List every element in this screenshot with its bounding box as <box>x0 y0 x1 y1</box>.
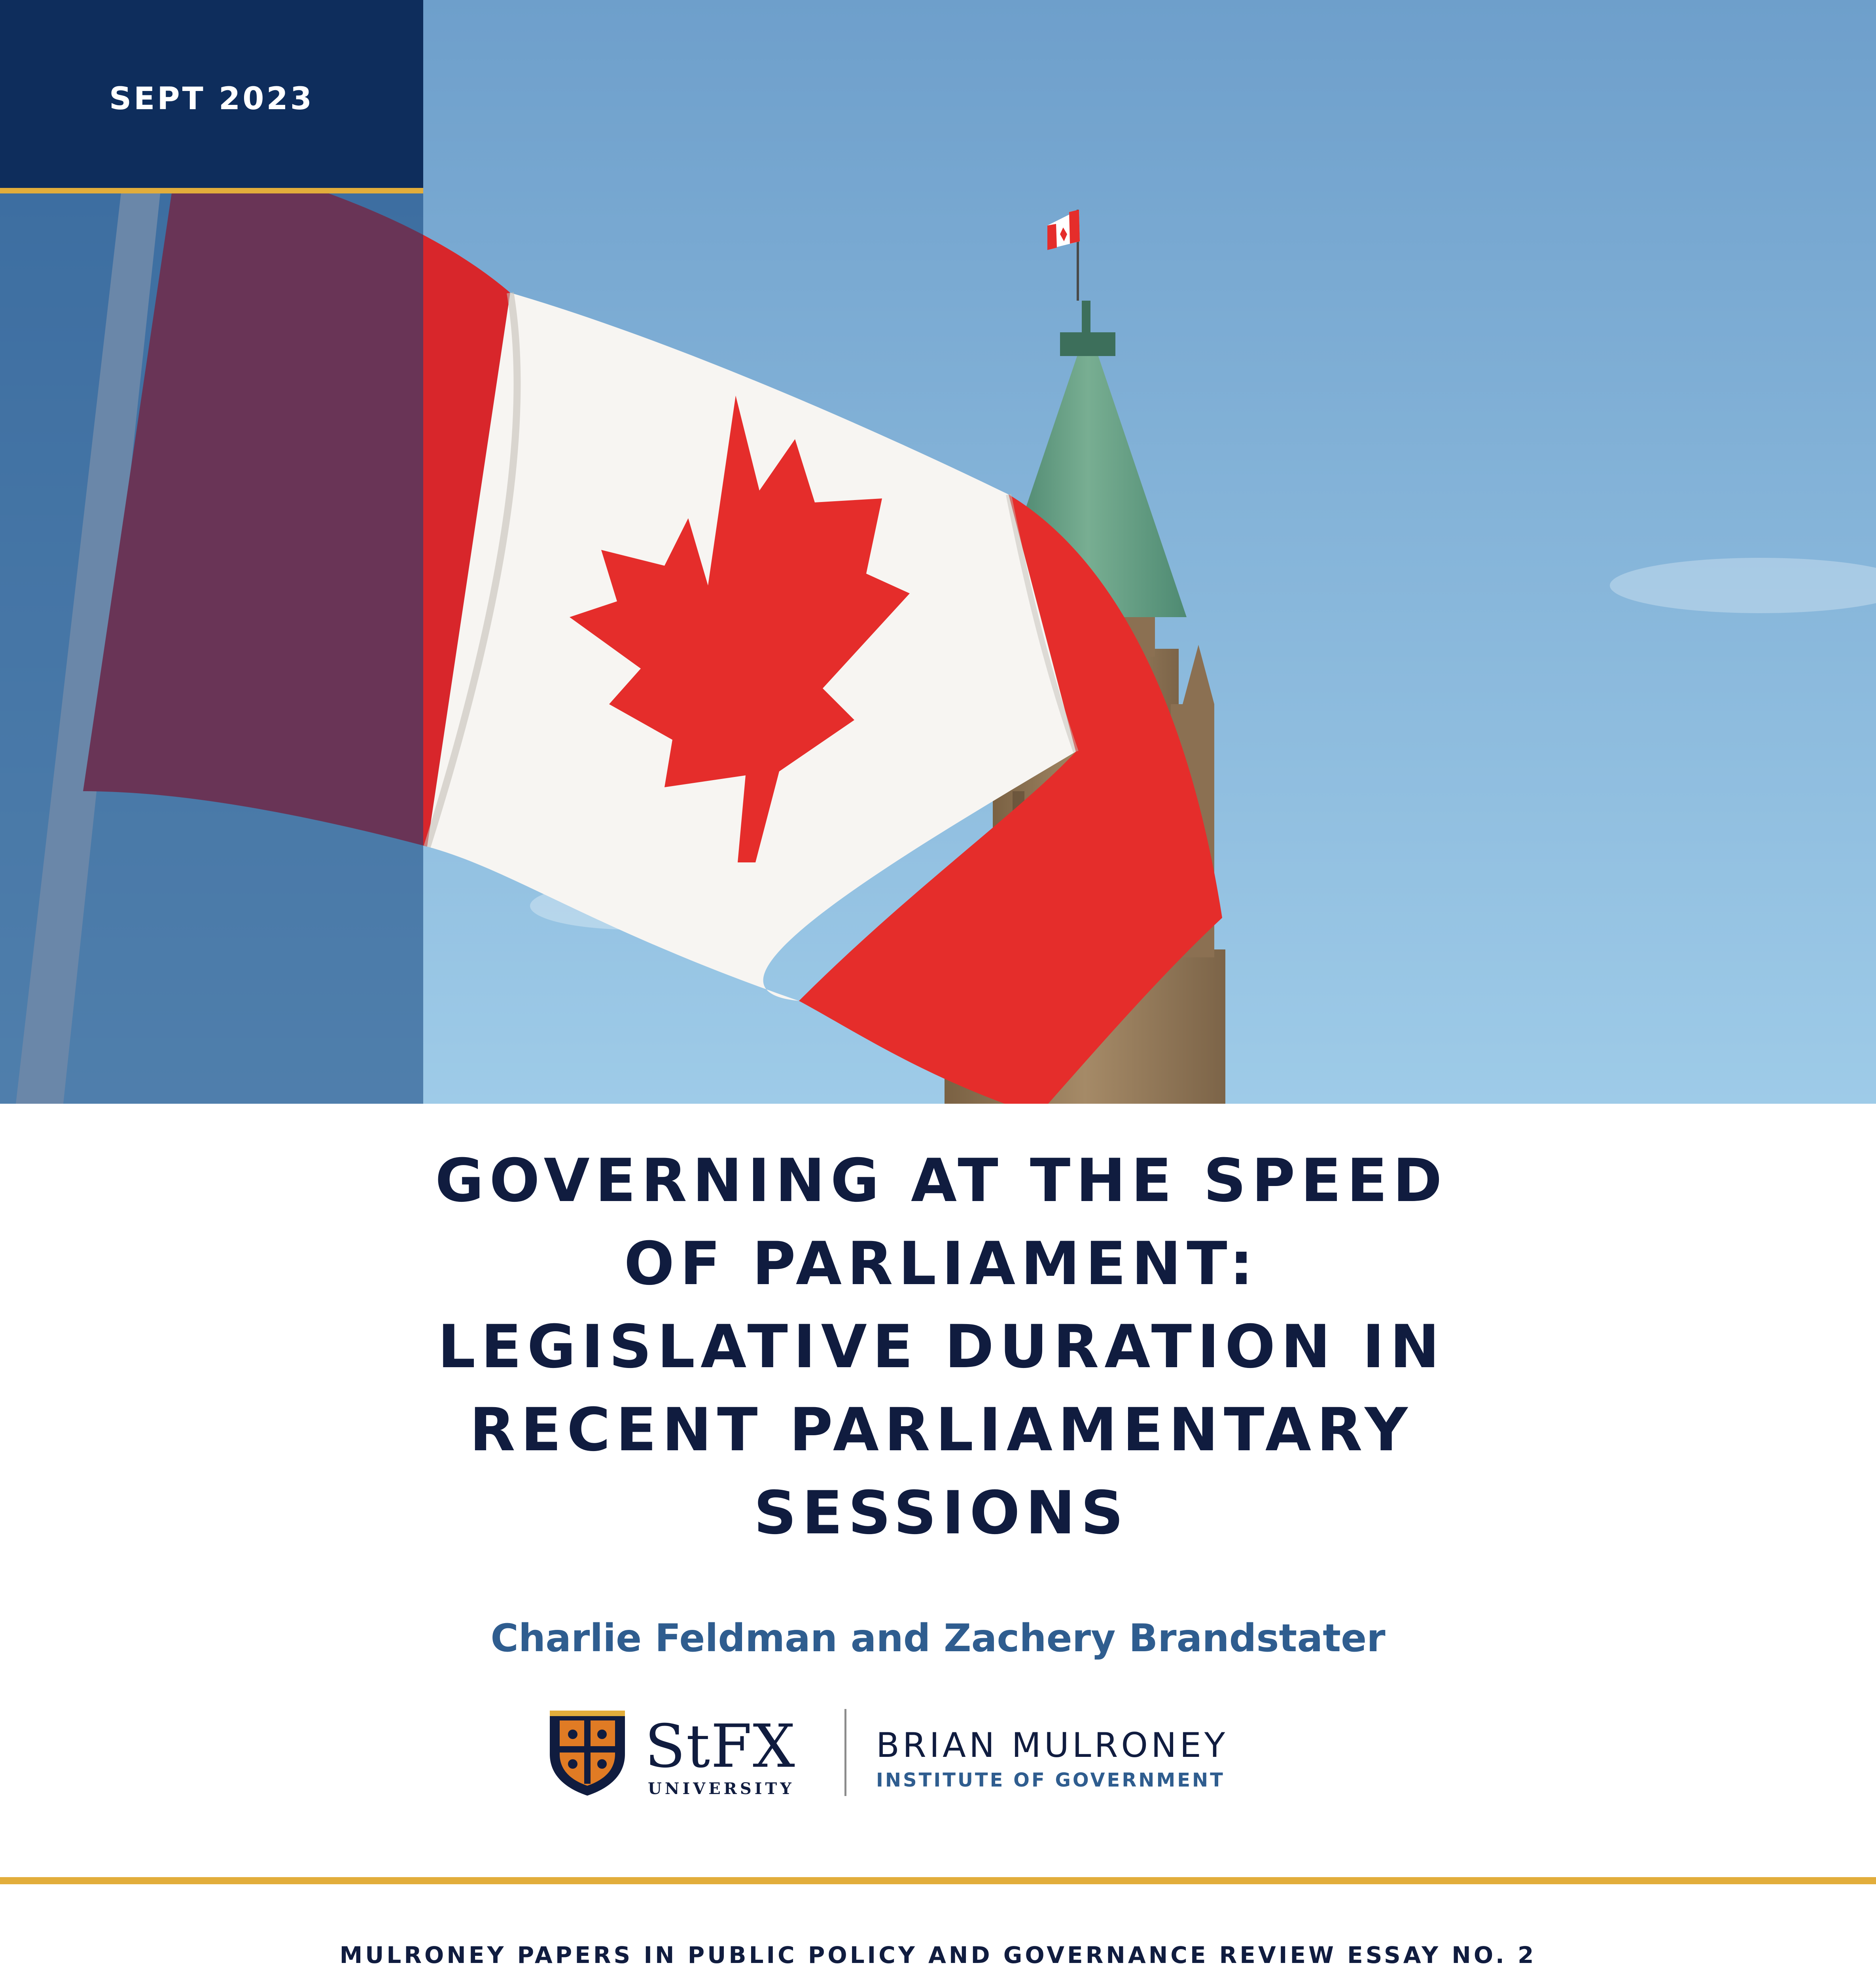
stfx-crest-icon <box>546 1707 629 1798</box>
title-line: OF PARLIAMENT: <box>624 1230 1259 1298</box>
gold-accent-line <box>0 188 423 193</box>
title-line: GOVERNING AT THE SPEED <box>435 1146 1448 1215</box>
footer-gold-rule <box>0 1877 1876 1884</box>
navy-overlay <box>0 190 423 1104</box>
stfx-wordmark: StFX <box>645 1712 796 1781</box>
author-names: Charlie Feldman and Zachery Brandstater <box>490 1616 1386 1660</box>
title-line: LEGISLATIVE DURATION IN <box>437 1313 1445 1381</box>
publication-date: SEPT 2023 <box>109 81 314 117</box>
institute-name: BRIAN MULRONEY <box>876 1726 1229 1765</box>
institute-subtitle: INSTITUTE OF GOVERNMENT <box>876 1769 1225 1791</box>
logo-divider <box>844 1709 846 1796</box>
cover-title <box>198 1139 1685 1555</box>
stfx-university-label: UNIVERSITY <box>648 1779 795 1798</box>
logo-row <box>546 1709 1337 1804</box>
series-label: MULRONEY PAPERS IN PUBLIC POLICY AND GOVERNANCE REVIEW ESSAY NO. 2 <box>339 1942 1537 1969</box>
title-line: RECENT PARLIAMENTARY <box>469 1396 1413 1465</box>
title-line: SESSIONS <box>753 1479 1129 1548</box>
